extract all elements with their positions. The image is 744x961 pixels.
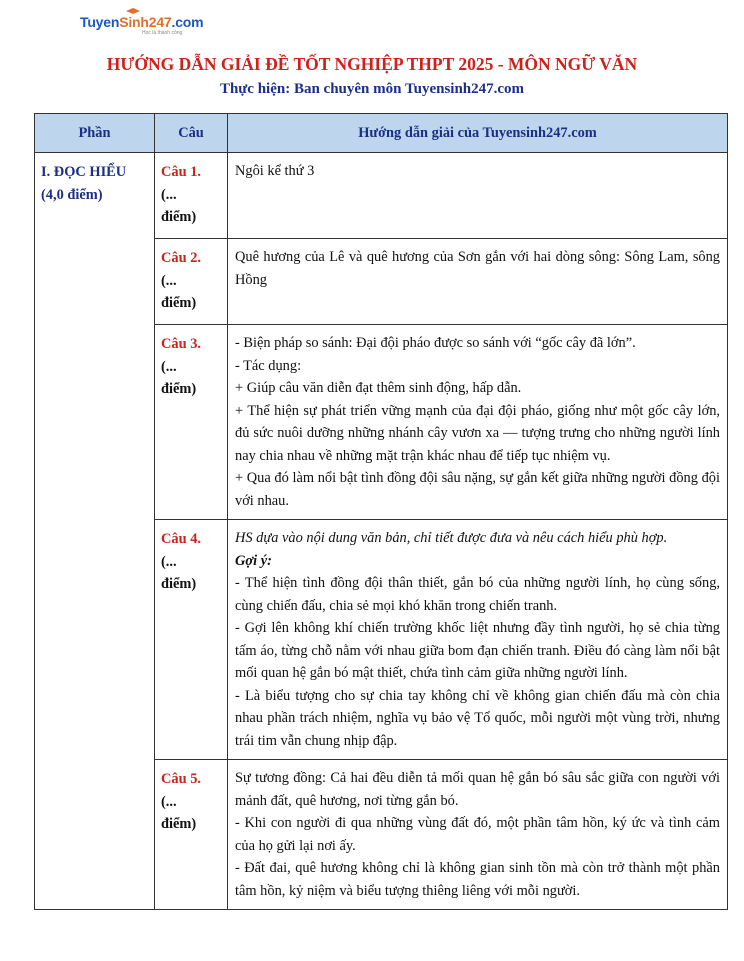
question-points: (...: [161, 553, 177, 570]
question-cell: [155, 520, 228, 760]
answer-line: + Giúp câu văn diễn đạt thêm sinh động, hấp dẫn.: [235, 380, 522, 396]
question-cell: [155, 239, 228, 325]
logo-tagline: Học là thành công: [142, 30, 183, 36]
question-cell: [155, 153, 228, 239]
question-points: (...: [161, 358, 177, 375]
logo-text-3: .com: [171, 14, 204, 30]
answer-intro: HS dựa vào nội dung văn bản, chỉ tiết được đưa và nêu cách hiểu phù hợp.: [235, 530, 668, 546]
table-row: [35, 153, 728, 239]
header-question: Câu: [155, 114, 228, 153]
section-cell: [35, 153, 155, 910]
answer-line: Sự tương đồng: Cả hai đều diễn tả mối quan hệ gắn bó sâu sắc giữa con người với mảnh đất, quê hương, nơi từng gắn bó.: [235, 770, 720, 809]
answer-hint: Gợi ý:: [235, 552, 272, 569]
question-number: Câu 5.: [161, 771, 201, 787]
question-number: Câu 1.: [161, 164, 201, 180]
question-cell: [155, 325, 228, 520]
section-name: I. ĐỌC HIỂU: [41, 164, 127, 180]
answer-line: Quê hương của Lê và quê hương của Sơn gắn với hai dòng sông: Sông Lam, sông Hồng: [235, 249, 720, 288]
graduation-cap-icon: [126, 8, 140, 16]
question-points: (...: [161, 272, 177, 289]
question-points: điểm): [161, 209, 197, 225]
answer-line: - Khi con người đi qua những vùng đất đó, một phần tâm hồn, ký ức và tình cảm của họ gửi lại nơi ấy.: [235, 815, 720, 854]
answer-cell: [228, 325, 728, 520]
page-title: HƯỚNG DẪN GIẢI ĐỀ TỐT NGHIỆP THPT 2025 - MÔN NGỮ VĂN: [106, 54, 638, 74]
question-points: điểm): [161, 576, 197, 592]
logo: [80, 14, 203, 40]
table-header-row: [35, 114, 728, 153]
answer-line: Ngôi kể thứ 3: [235, 163, 315, 179]
answer-cell: [228, 239, 728, 325]
answer-line: - Gợi lên không khí chiến trường khốc liệt nhưng đầy tình người, họ sẻ chia từng tấm áo, từng chỗ nằm với nhau giữa bom đạn chiến tranh. Điều đó càng làm nổi bật mối quan hệ gắn bó mật thiết, chứa tình cảm giữa những người lính.: [235, 620, 720, 681]
answer-line: - Là biểu tượng cho sự chia tay không chỉ về không gian chiến đấu mà còn chia nhau phần trách nhiệm, nghĩa vụ bảo vệ Tổ quốc, mỗi người một vùng trời, nhưng trái tim vẫn chung nhịp đập.: [235, 687, 720, 749]
answer-line: + Qua đó làm nổi bật tình đồng đội sâu nặng, sự gắn kết giữa những người đồng đội với nhau.: [235, 470, 720, 509]
question-cell: [155, 760, 228, 910]
header-part: Phần: [35, 114, 155, 153]
question-number: Câu 3.: [161, 336, 201, 352]
answer-line: - Tác dụng:: [235, 357, 302, 374]
logo-text-1: Tuyen: [80, 14, 120, 30]
question-points: điểm): [161, 295, 197, 311]
question-points: (...: [161, 186, 177, 203]
header-guide: Hướng dẫn giải của Tuyensinh247.com: [228, 114, 728, 153]
answer-line: - Biện pháp so sánh: Đại đội pháo được so sánh với “gốc cây đã lớn”.: [235, 335, 636, 351]
answer-table: [34, 113, 728, 910]
answer-cell: [228, 760, 728, 910]
section-points: (4,0 điểm): [41, 186, 103, 203]
answer-cell: [228, 153, 728, 239]
page-subtitle: Thực hiện: Ban chuyên môn Tuyensinh247.com: [219, 81, 525, 97]
logo-text-2: Sinh247: [119, 14, 172, 30]
answer-line: + Thể hiện sự phát triển vững mạnh của đại đội pháo, giống như một gốc cây lớn, đủ sức nuôi dưỡng những nhánh cây vươn xa — tượng trưng cho những người lính nay chia nhau về những mặt trận khác nhau để tiếp tục nhiệm vụ.: [235, 402, 720, 464]
answer-cell: [228, 520, 728, 760]
answer-line: - Thể hiện tình đồng đội thân thiết, gắn bó của những người lính, họ cùng sống, cùng chiến đấu, chia sẻ mọi khó khăn trong chiến tranh.: [235, 575, 720, 614]
answer-line: - Đất đai, quê hương không chỉ là không gian sinh tồn mà còn trở thành một phần tâm hồn, kỷ niệm và biểu tượng thiêng liêng với mỗi người.: [235, 860, 720, 899]
question-points: điểm): [161, 816, 197, 832]
question-points: điểm): [161, 381, 197, 397]
question-number: Câu 4.: [161, 531, 201, 547]
question-points: (...: [161, 793, 177, 810]
question-number: Câu 2.: [161, 250, 201, 266]
